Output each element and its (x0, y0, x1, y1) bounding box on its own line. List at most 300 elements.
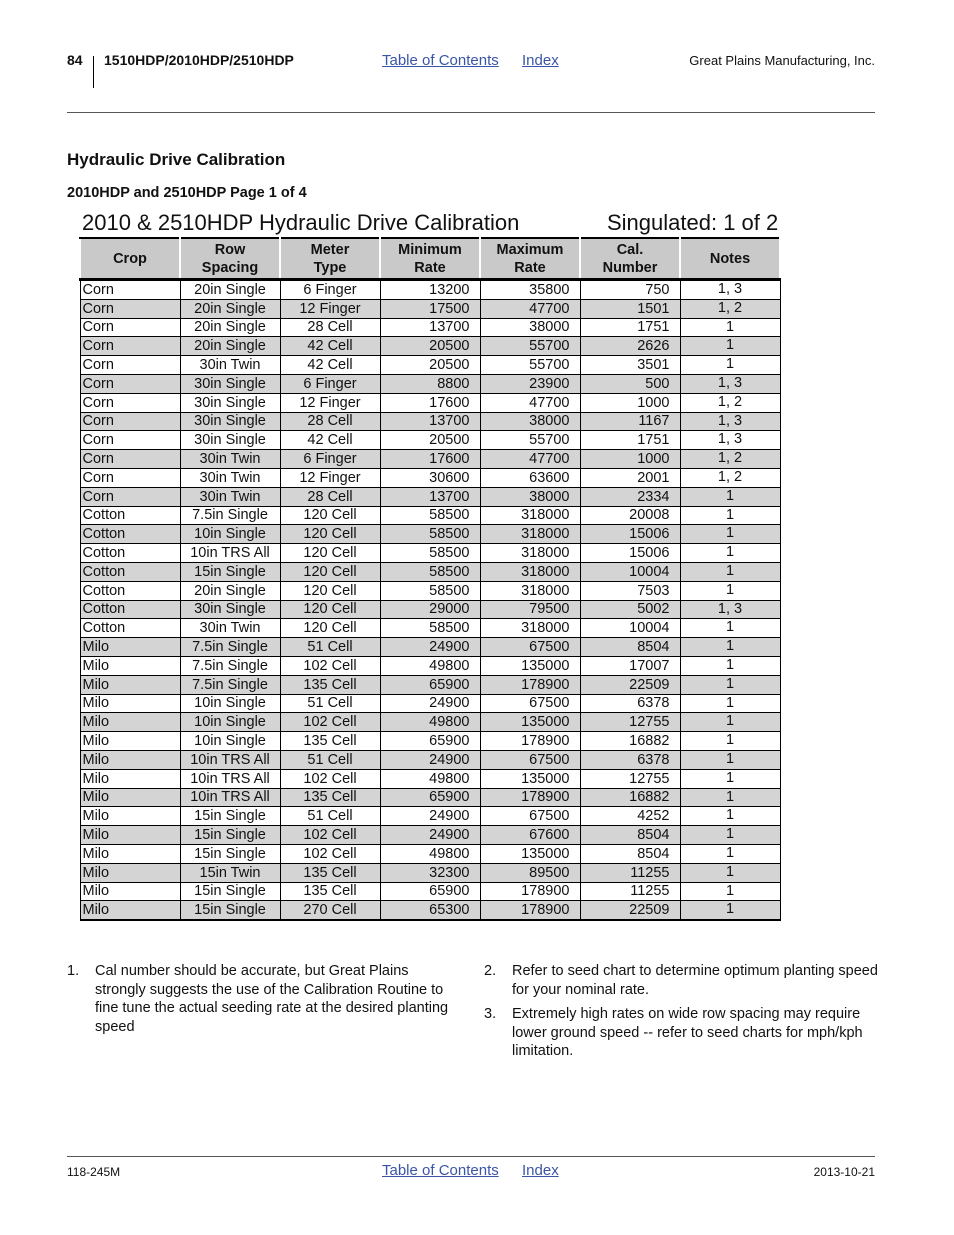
header-meter-type: Meter Type (280, 238, 380, 280)
cell-max-rate: 67500 (480, 807, 580, 826)
cell-notes: 1, 2 (680, 393, 780, 412)
cell-row-spacing: 15in Twin (180, 863, 280, 882)
cell-crop: Milo (80, 882, 180, 901)
cell-cal-number: 8504 (580, 638, 680, 657)
cell-crop: Corn (80, 450, 180, 469)
cell-meter-type: 102 Cell (280, 769, 380, 788)
table-row (80, 450, 780, 469)
notes-right (484, 962, 879, 1067)
cell-cal-number: 750 (580, 280, 680, 300)
cell-min-rate: 17600 (380, 450, 480, 469)
page-number: 84 (67, 52, 83, 68)
cell-min-rate: 58500 (380, 619, 480, 638)
header-max-rate: Maximum Rate (480, 238, 580, 280)
table-header-row (80, 238, 780, 280)
cell-notes: 1 (680, 769, 780, 788)
cell-notes: 1, 3 (680, 374, 780, 393)
cell-cal-number: 3501 (580, 356, 680, 375)
footer-toc-link[interactable]: Table of Contents (382, 1162, 499, 1179)
cell-max-rate: 178900 (480, 901, 580, 920)
cell-meter-type: 51 Cell (280, 638, 380, 657)
cell-max-rate: 178900 (480, 675, 580, 694)
cell-cal-number: 6378 (580, 694, 680, 713)
table-row (80, 675, 780, 694)
cell-row-spacing: 7.5in Single (180, 638, 280, 657)
cell-min-rate: 8800 (380, 374, 480, 393)
cell-min-rate: 24900 (380, 750, 480, 769)
table-row (80, 638, 780, 657)
cell-meter-type: 102 Cell (280, 844, 380, 863)
cell-cal-number: 11255 (580, 863, 680, 882)
cell-min-rate: 24900 (380, 826, 480, 845)
cell-max-rate: 89500 (480, 863, 580, 882)
cell-crop: Corn (80, 318, 180, 337)
cell-meter-type: 120 Cell (280, 544, 380, 563)
cell-row-spacing: 30in Single (180, 412, 280, 431)
table-title: 2010 & 2510HDP Hydraulic Drive Calibration (82, 210, 520, 235)
cell-row-spacing: 30in Twin (180, 487, 280, 506)
table-row (80, 769, 780, 788)
cell-meter-type: 120 Cell (280, 581, 380, 600)
subsection-title: 2010HDP and 2510HDP Page 1 of 4 (67, 185, 307, 201)
table-row (80, 844, 780, 863)
cell-notes: 1 (680, 826, 780, 845)
table-row (80, 826, 780, 845)
cell-max-rate: 79500 (480, 600, 580, 619)
cell-cal-number: 10004 (580, 562, 680, 581)
cell-min-rate: 58500 (380, 506, 480, 525)
cell-cal-number: 1000 (580, 450, 680, 469)
cell-max-rate: 178900 (480, 882, 580, 901)
cell-min-rate: 24900 (380, 807, 480, 826)
cell-notes: 1 (680, 581, 780, 600)
cell-max-rate: 318000 (480, 544, 580, 563)
cell-max-rate: 318000 (480, 506, 580, 525)
cell-cal-number: 2001 (580, 468, 680, 487)
cell-crop: Cotton (80, 581, 180, 600)
cell-min-rate: 13700 (380, 412, 480, 431)
cell-row-spacing: 20in Single (180, 337, 280, 356)
cell-max-rate: 178900 (480, 732, 580, 751)
cell-max-rate: 55700 (480, 337, 580, 356)
table-row (80, 299, 780, 318)
page-header (0, 52, 954, 82)
table-row (80, 656, 780, 675)
cell-cal-number: 12755 (580, 713, 680, 732)
header-toc-link[interactable]: Table of Contents (382, 52, 499, 69)
cell-cal-number: 15006 (580, 525, 680, 544)
cell-meter-type: 51 Cell (280, 807, 380, 826)
cell-notes: 1, 2 (680, 299, 780, 318)
cell-max-rate: 47700 (480, 450, 580, 469)
table-row (80, 544, 780, 563)
section-title: Hydraulic Drive Calibration (67, 150, 286, 169)
note-text: Cal number should be accurate, but Great Plains strongly suggests the use of the Calibration Routine to fine tune the actual seeding rate at the desired planting speed (95, 963, 449, 1035)
cell-crop: Milo (80, 863, 180, 882)
note-item (67, 962, 462, 1036)
cell-crop: Cotton (80, 506, 180, 525)
table-row (80, 506, 780, 525)
cell-notes: 1, 2 (680, 450, 780, 469)
note-number: 2. (484, 963, 497, 979)
cell-min-rate: 17500 (380, 299, 480, 318)
cell-notes: 1 (680, 844, 780, 863)
cell-crop: Cotton (80, 600, 180, 619)
cell-meter-type: 6 Finger (280, 450, 380, 469)
cell-row-spacing: 30in Twin (180, 356, 280, 375)
cell-crop: Corn (80, 337, 180, 356)
footer-rule (67, 1156, 875, 1157)
cell-crop: Corn (80, 356, 180, 375)
table-row (80, 412, 780, 431)
cell-meter-type: 28 Cell (280, 412, 380, 431)
cell-cal-number: 500 (580, 374, 680, 393)
cell-meter-type: 135 Cell (280, 863, 380, 882)
table-row (80, 280, 780, 300)
cell-notes: 1 (680, 525, 780, 544)
cell-crop: Milo (80, 656, 180, 675)
header-min-rate: Minimum Rate (380, 238, 480, 280)
cell-cal-number: 1751 (580, 318, 680, 337)
cell-max-rate: 55700 (480, 356, 580, 375)
table-row (80, 882, 780, 901)
cell-row-spacing: 10in Single (180, 713, 280, 732)
cell-min-rate: 65300 (380, 901, 480, 920)
note-item (484, 1005, 879, 1061)
cell-row-spacing: 10in TRS All (180, 750, 280, 769)
cell-cal-number: 16882 (580, 732, 680, 751)
cell-row-spacing: 10in TRS All (180, 769, 280, 788)
note-text: Refer to seed chart to determine optimum planting speed for your nominal rate. (512, 963, 878, 998)
table-row (80, 374, 780, 393)
cell-min-rate: 24900 (380, 638, 480, 657)
cell-row-spacing: 10in Single (180, 732, 280, 751)
cell-max-rate: 318000 (480, 562, 580, 581)
cell-cal-number: 22509 (580, 675, 680, 694)
cell-row-spacing: 10in Single (180, 525, 280, 544)
table-row (80, 393, 780, 412)
cell-cal-number: 6378 (580, 750, 680, 769)
cell-meter-type: 135 Cell (280, 882, 380, 901)
cell-max-rate: 38000 (480, 412, 580, 431)
cell-max-rate: 35800 (480, 280, 580, 300)
cell-row-spacing: 10in Single (180, 694, 280, 713)
cell-min-rate: 49800 (380, 844, 480, 863)
cell-meter-type: 6 Finger (280, 280, 380, 300)
cell-min-rate: 58500 (380, 525, 480, 544)
cell-cal-number: 1000 (580, 393, 680, 412)
cell-meter-type: 135 Cell (280, 675, 380, 694)
cell-min-rate: 65900 (380, 732, 480, 751)
cell-row-spacing: 15in Single (180, 901, 280, 920)
cell-row-spacing: 20in Single (180, 299, 280, 318)
cell-meter-type: 120 Cell (280, 619, 380, 638)
footer-index-link[interactable]: Index (522, 1162, 559, 1179)
cell-max-rate: 135000 (480, 713, 580, 732)
cell-min-rate: 13700 (380, 487, 480, 506)
cell-cal-number: 20008 (580, 506, 680, 525)
cell-meter-type: 42 Cell (280, 337, 380, 356)
table-row (80, 619, 780, 638)
cell-notes: 1 (680, 788, 780, 807)
table-row (80, 807, 780, 826)
cell-cal-number: 4252 (580, 807, 680, 826)
cell-crop: Milo (80, 844, 180, 863)
cell-row-spacing: 10in TRS All (180, 788, 280, 807)
cell-cal-number: 1751 (580, 431, 680, 450)
company-name: Great Plains Manufacturing, Inc. (689, 53, 875, 68)
cell-cal-number: 8504 (580, 826, 680, 845)
cell-max-rate: 135000 (480, 844, 580, 863)
cell-notes: 1 (680, 544, 780, 563)
cell-crop: Milo (80, 638, 180, 657)
cell-min-rate: 65900 (380, 675, 480, 694)
cell-crop: Cotton (80, 544, 180, 563)
cell-max-rate: 135000 (480, 769, 580, 788)
cell-min-rate: 13200 (380, 280, 480, 300)
cell-min-rate: 32300 (380, 863, 480, 882)
cell-max-rate: 67500 (480, 694, 580, 713)
cell-row-spacing: 30in Single (180, 374, 280, 393)
cell-meter-type: 12 Finger (280, 393, 380, 412)
cell-cal-number: 1167 (580, 412, 680, 431)
cell-meter-type: 102 Cell (280, 656, 380, 675)
cell-max-rate: 135000 (480, 656, 580, 675)
cell-max-rate: 318000 (480, 525, 580, 544)
cell-notes: 1 (680, 750, 780, 769)
cell-notes: 1 (680, 506, 780, 525)
header-row-spacing: Row Spacing (180, 238, 280, 280)
cell-row-spacing: 15in Single (180, 882, 280, 901)
cell-meter-type: 51 Cell (280, 750, 380, 769)
cell-min-rate: 58500 (380, 581, 480, 600)
cell-min-rate: 49800 (380, 656, 480, 675)
table-row (80, 356, 780, 375)
cell-min-rate: 49800 (380, 713, 480, 732)
cell-notes: 1 (680, 562, 780, 581)
table-row (80, 562, 780, 581)
header-notes: Notes (680, 238, 780, 280)
cell-max-rate: 47700 (480, 299, 580, 318)
table-row (80, 600, 780, 619)
cell-notes: 1 (680, 619, 780, 638)
model-name: 1510HDP/2010HDP/2510HDP (104, 52, 294, 68)
cell-min-rate: 58500 (380, 544, 480, 563)
table-row (80, 525, 780, 544)
cell-row-spacing: 7.5in Single (180, 656, 280, 675)
cell-meter-type: 51 Cell (280, 694, 380, 713)
cell-cal-number: 7503 (580, 581, 680, 600)
cell-crop: Cotton (80, 525, 180, 544)
cell-cal-number: 5002 (580, 600, 680, 619)
cell-crop: Milo (80, 826, 180, 845)
table-subtitle: Singulated: 1 of 2 (607, 210, 779, 235)
cell-crop: Cotton (80, 562, 180, 581)
cell-meter-type: 42 Cell (280, 356, 380, 375)
cell-row-spacing: 15in Single (180, 826, 280, 845)
doc-date: 2013-10-21 (813, 1165, 875, 1179)
cell-meter-type: 102 Cell (280, 826, 380, 845)
cell-min-rate: 24900 (380, 694, 480, 713)
cell-min-rate: 58500 (380, 562, 480, 581)
cell-meter-type: 120 Cell (280, 600, 380, 619)
cell-row-spacing: 30in Single (180, 431, 280, 450)
cell-row-spacing: 10in TRS All (180, 544, 280, 563)
table-row (80, 337, 780, 356)
cell-row-spacing: 30in Single (180, 393, 280, 412)
cell-row-spacing: 15in Single (180, 844, 280, 863)
cell-row-spacing: 20in Single (180, 280, 280, 300)
cell-notes: 1 (680, 656, 780, 675)
cell-notes: 1 (680, 863, 780, 882)
table-row (80, 581, 780, 600)
cell-crop: Corn (80, 468, 180, 487)
cell-meter-type: 120 Cell (280, 562, 380, 581)
cell-crop: Milo (80, 675, 180, 694)
cell-max-rate: 67600 (480, 826, 580, 845)
cell-row-spacing: 30in Twin (180, 468, 280, 487)
cell-meter-type: 12 Finger (280, 299, 380, 318)
cell-crop: Cotton (80, 619, 180, 638)
cell-min-rate: 65900 (380, 882, 480, 901)
cell-meter-type: 120 Cell (280, 506, 380, 525)
cell-min-rate: 20500 (380, 356, 480, 375)
cell-max-rate: 67500 (480, 638, 580, 657)
cell-crop: Milo (80, 750, 180, 769)
cell-notes: 1 (680, 694, 780, 713)
cell-notes: 1 (680, 807, 780, 826)
header-crop: Crop (80, 238, 180, 280)
cell-row-spacing: 30in Twin (180, 450, 280, 469)
cell-meter-type: 135 Cell (280, 732, 380, 751)
cell-crop: Milo (80, 901, 180, 920)
cell-crop: Corn (80, 280, 180, 300)
cell-crop: Corn (80, 431, 180, 450)
cell-meter-type: 270 Cell (280, 901, 380, 920)
cell-crop: Corn (80, 374, 180, 393)
cell-cal-number: 22509 (580, 901, 680, 920)
header-cal-number: Cal. Number (580, 238, 680, 280)
table-row (80, 487, 780, 506)
cell-row-spacing: 15in Single (180, 562, 280, 581)
cell-cal-number: 2334 (580, 487, 680, 506)
cell-meter-type: 28 Cell (280, 487, 380, 506)
header-divider (93, 56, 94, 88)
notes-left (67, 962, 462, 1042)
cell-min-rate: 49800 (380, 769, 480, 788)
cell-crop: Corn (80, 487, 180, 506)
header-rule (67, 112, 875, 113)
cell-notes: 1 (680, 337, 780, 356)
cell-notes: 1 (680, 318, 780, 337)
cell-crop: Corn (80, 299, 180, 318)
cell-notes: 1, 2 (680, 468, 780, 487)
cell-crop: Milo (80, 694, 180, 713)
cell-min-rate: 20500 (380, 337, 480, 356)
cell-notes: 1 (680, 901, 780, 920)
table-row (80, 901, 780, 920)
table-row (80, 431, 780, 450)
note-item (484, 962, 879, 999)
cell-max-rate: 178900 (480, 788, 580, 807)
cell-max-rate: 38000 (480, 318, 580, 337)
cell-notes: 1 (680, 882, 780, 901)
table-row (80, 694, 780, 713)
cell-max-rate: 47700 (480, 393, 580, 412)
table-row (80, 863, 780, 882)
cell-cal-number: 11255 (580, 882, 680, 901)
cell-cal-number: 2626 (580, 337, 680, 356)
cell-crop: Corn (80, 412, 180, 431)
cell-cal-number: 8504 (580, 844, 680, 863)
note-number: 3. (484, 1006, 497, 1022)
cell-notes: 1 (680, 356, 780, 375)
cell-row-spacing: 7.5in Single (180, 675, 280, 694)
cell-meter-type: 135 Cell (280, 788, 380, 807)
cell-min-rate: 20500 (380, 431, 480, 450)
table-row (80, 750, 780, 769)
table-row (80, 318, 780, 337)
cell-min-rate: 30600 (380, 468, 480, 487)
cell-row-spacing: 20in Single (180, 318, 280, 337)
cell-cal-number: 17007 (580, 656, 680, 675)
cell-max-rate: 23900 (480, 374, 580, 393)
cell-max-rate: 38000 (480, 487, 580, 506)
cell-min-rate: 17600 (380, 393, 480, 412)
cell-meter-type: 28 Cell (280, 318, 380, 337)
cell-crop: Milo (80, 713, 180, 732)
cell-notes: 1 (680, 487, 780, 506)
cell-notes: 1 (680, 732, 780, 751)
cell-crop: Corn (80, 393, 180, 412)
table-row (80, 713, 780, 732)
cell-max-rate: 55700 (480, 431, 580, 450)
cell-notes: 1, 3 (680, 280, 780, 300)
cell-max-rate: 318000 (480, 619, 580, 638)
cell-row-spacing: 30in Twin (180, 619, 280, 638)
note-text: Extremely high rates on wide row spacing may require lower ground speed -- refer to seed charts for mph/kph limitation. (512, 1006, 863, 1059)
cell-meter-type: 102 Cell (280, 713, 380, 732)
cell-row-spacing: 30in Single (180, 600, 280, 619)
cell-cal-number: 10004 (580, 619, 680, 638)
cell-max-rate: 318000 (480, 581, 580, 600)
note-number: 1. (67, 963, 80, 979)
cell-min-rate: 29000 (380, 600, 480, 619)
cell-cal-number: 16882 (580, 788, 680, 807)
cell-meter-type: 120 Cell (280, 525, 380, 544)
cell-row-spacing: 15in Single (180, 807, 280, 826)
cell-notes: 1, 3 (680, 412, 780, 431)
cell-crop: Milo (80, 807, 180, 826)
table-row (80, 788, 780, 807)
cell-meter-type: 12 Finger (280, 468, 380, 487)
cell-row-spacing: 7.5in Single (180, 506, 280, 525)
cell-meter-type: 42 Cell (280, 431, 380, 450)
cell-crop: Milo (80, 732, 180, 751)
cell-notes: 1 (680, 675, 780, 694)
cell-notes: 1 (680, 713, 780, 732)
table-row (80, 468, 780, 487)
doc-number: 118-245M (67, 1165, 121, 1179)
header-index-link[interactable]: Index (522, 52, 559, 69)
cell-notes: 1 (680, 638, 780, 657)
cell-min-rate: 65900 (380, 788, 480, 807)
table-row (80, 732, 780, 751)
calibration-table (79, 237, 781, 921)
cell-cal-number: 12755 (580, 769, 680, 788)
cell-row-spacing: 20in Single (180, 581, 280, 600)
cell-notes: 1, 3 (680, 431, 780, 450)
